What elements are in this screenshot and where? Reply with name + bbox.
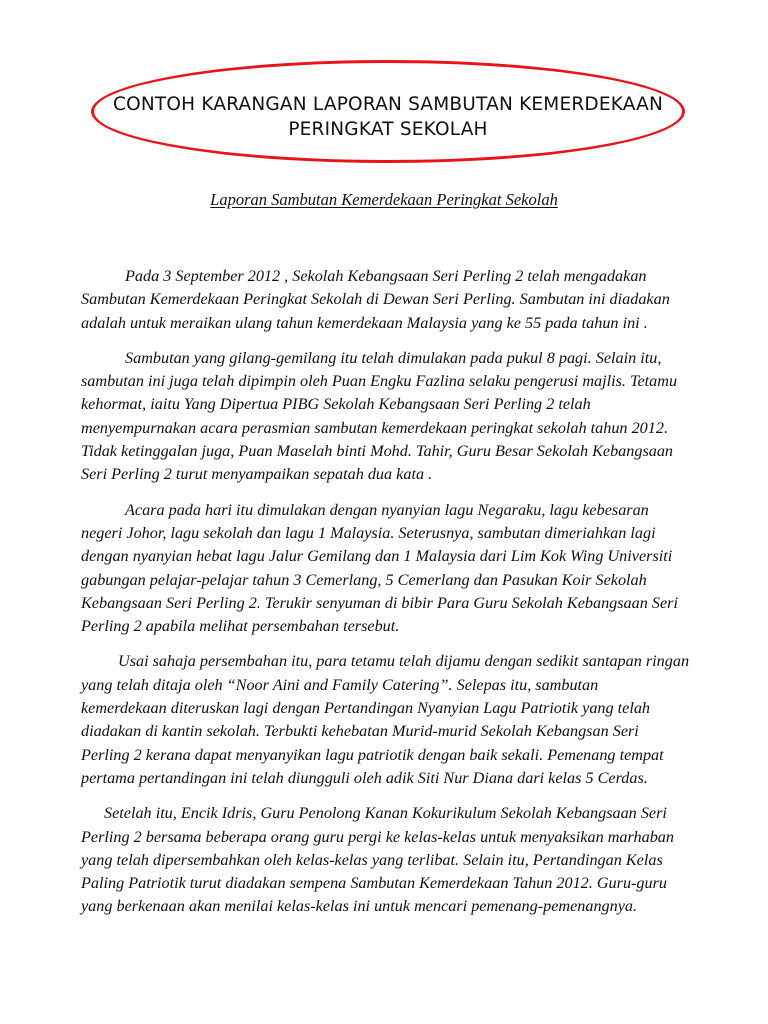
paragraph-line: Perling 2 kerana dapat menyanyikan lagu patriotik dengan baik sekali. Pemenang tempat: [81, 745, 664, 764]
paragraph-line: Seri Perling 2 turut menyampaikan sepatah dua kata .: [81, 465, 433, 484]
report-subtitle-text: Laporan Sambutan Kemerdekaan Peringkat Sekolah: [210, 190, 558, 209]
paragraph-line: adalah untuk meraikan ulang tahun kemerdekaan Malaysia yang ke 55 pada tahun ini .: [81, 313, 648, 332]
paragraph-3: [81, 499, 701, 639]
paragraph-line: kehormat, iaitu Yang Dipertua PIBG Sekolah Kebangsaan Seri Perling 2 telah: [81, 395, 591, 414]
paragraph-line: Setelah itu, Encik Idris, Guru Penolong Kanan Kokurikulum Sekolah Kebangsaan Seri: [104, 804, 667, 823]
paragraph-line: yang berkenaan akan menilai kelas-kelas ini untuk mencari pemenang-pemenangnya.: [81, 897, 638, 916]
paragraph-line: Tidak ketinggalan juga, Puan Maselah binti Mohd. Tahir, Guru Besar Sekolah Kebangsaan: [81, 442, 674, 461]
paragraph-line: sambutan ini juga telah dipimpin oleh Puan Engku Fazlina selaku pengerusi majlis. Tetamu: [81, 372, 678, 391]
paragraph-line: Sambutan Kemerdekaan Peringkat Sekolah di Dewan Seri Perling. Sambutan ini diadakan: [81, 290, 670, 309]
paragraph-2: [81, 347, 701, 487]
paragraph-line: Paling Patriotik turut diadakan sempena Sambutan Kemerdekaan Tahun 2012. Guru-guru: [81, 874, 668, 893]
paragraph-line: Perling 2 bersama beberapa orang guru pergi ke kelas-kelas untuk menyaksikan marhaban: [81, 827, 674, 846]
paragraph-line: negeri Johor, lagu sekolah dan lagu 1 Malaysia. Seterusnya, sambutan dimeriahkan lagi: [81, 523, 656, 542]
paragraph-line: menyempurnakan acara perasmian sambutan kemerdekaan peringkat sekolah tahun 2012.: [81, 418, 668, 437]
page-title-line-2: PERINGKAT SEKOLAH: [288, 119, 488, 140]
paragraph-line: gabungan pelajar-pelajar tahun 3 Cemerlang, 5 Cemerlang dan Pasukan Koir Sekolah: [81, 570, 647, 589]
paragraph-line: Pada 3 September 2012 , Sekolah Kebangsaan Seri Perling 2 telah mengadakan: [125, 267, 647, 285]
page-title-line-1: CONTOH KARANGAN LAPORAN SAMBUTAN KEMERDEKAAN: [112, 94, 664, 115]
paragraph-line: kemerdekaan diteruskan lagi dengan Pertandingan Nyanyian Lagu Patriotik yang telah: [81, 699, 651, 718]
paragraph-line: Usai sahaja persembahan itu, para tetamu telah dijamu dengan sedikit santapan ringan: [118, 652, 690, 671]
paragraph-1: [81, 265, 701, 335]
paragraph-line: Perling 2 apabila melihat persembahan tersebut.: [81, 617, 400, 636]
report-body: [81, 265, 701, 931]
paragraph-line: Sambutan yang gilang-gemilang itu telah dimulakan pada pukul 8 pagi. Selain itu,: [125, 348, 662, 367]
paragraph-line: Acara pada hari itu dimulakan dengan nyanyian lagu Negaraku, lagu kebesaran: [125, 500, 649, 519]
paragraph-line: diadakan di kantin sekolah. Terbukti kehebatan Murid-murid Sekolah Kebangsan Seri: [81, 722, 639, 741]
paragraph-line: pertama pertandingan ini telah diungguli oleh adik Siti Nur Diana dari kelas 5 Cerdas.: [81, 768, 648, 787]
paragraph-line: yang telah dipersembahkan oleh kelas-kelas yang terlibat. Selain itu, Pertandingan Kelas: [81, 850, 663, 869]
page-title: [100, 92, 676, 142]
paragraph-line: Kebangsaan Seri Perling 2. Terukir senyuman di bibir Para Guru Sekolah Kebangsaan Seri: [81, 593, 678, 612]
paragraph-line: dengan nyanyian hebat lagu Jalur Gemilang dan 1 Malaysia dari Lim Kok Wing Universiti: [81, 547, 673, 566]
paragraph-5: [81, 802, 701, 918]
paragraph-4: [81, 650, 701, 790]
paragraph-line: yang telah ditaja oleh “Noor Aini and Family Catering”. Selepas itu, sambutan: [81, 675, 599, 694]
report-subtitle: [0, 189, 768, 211]
